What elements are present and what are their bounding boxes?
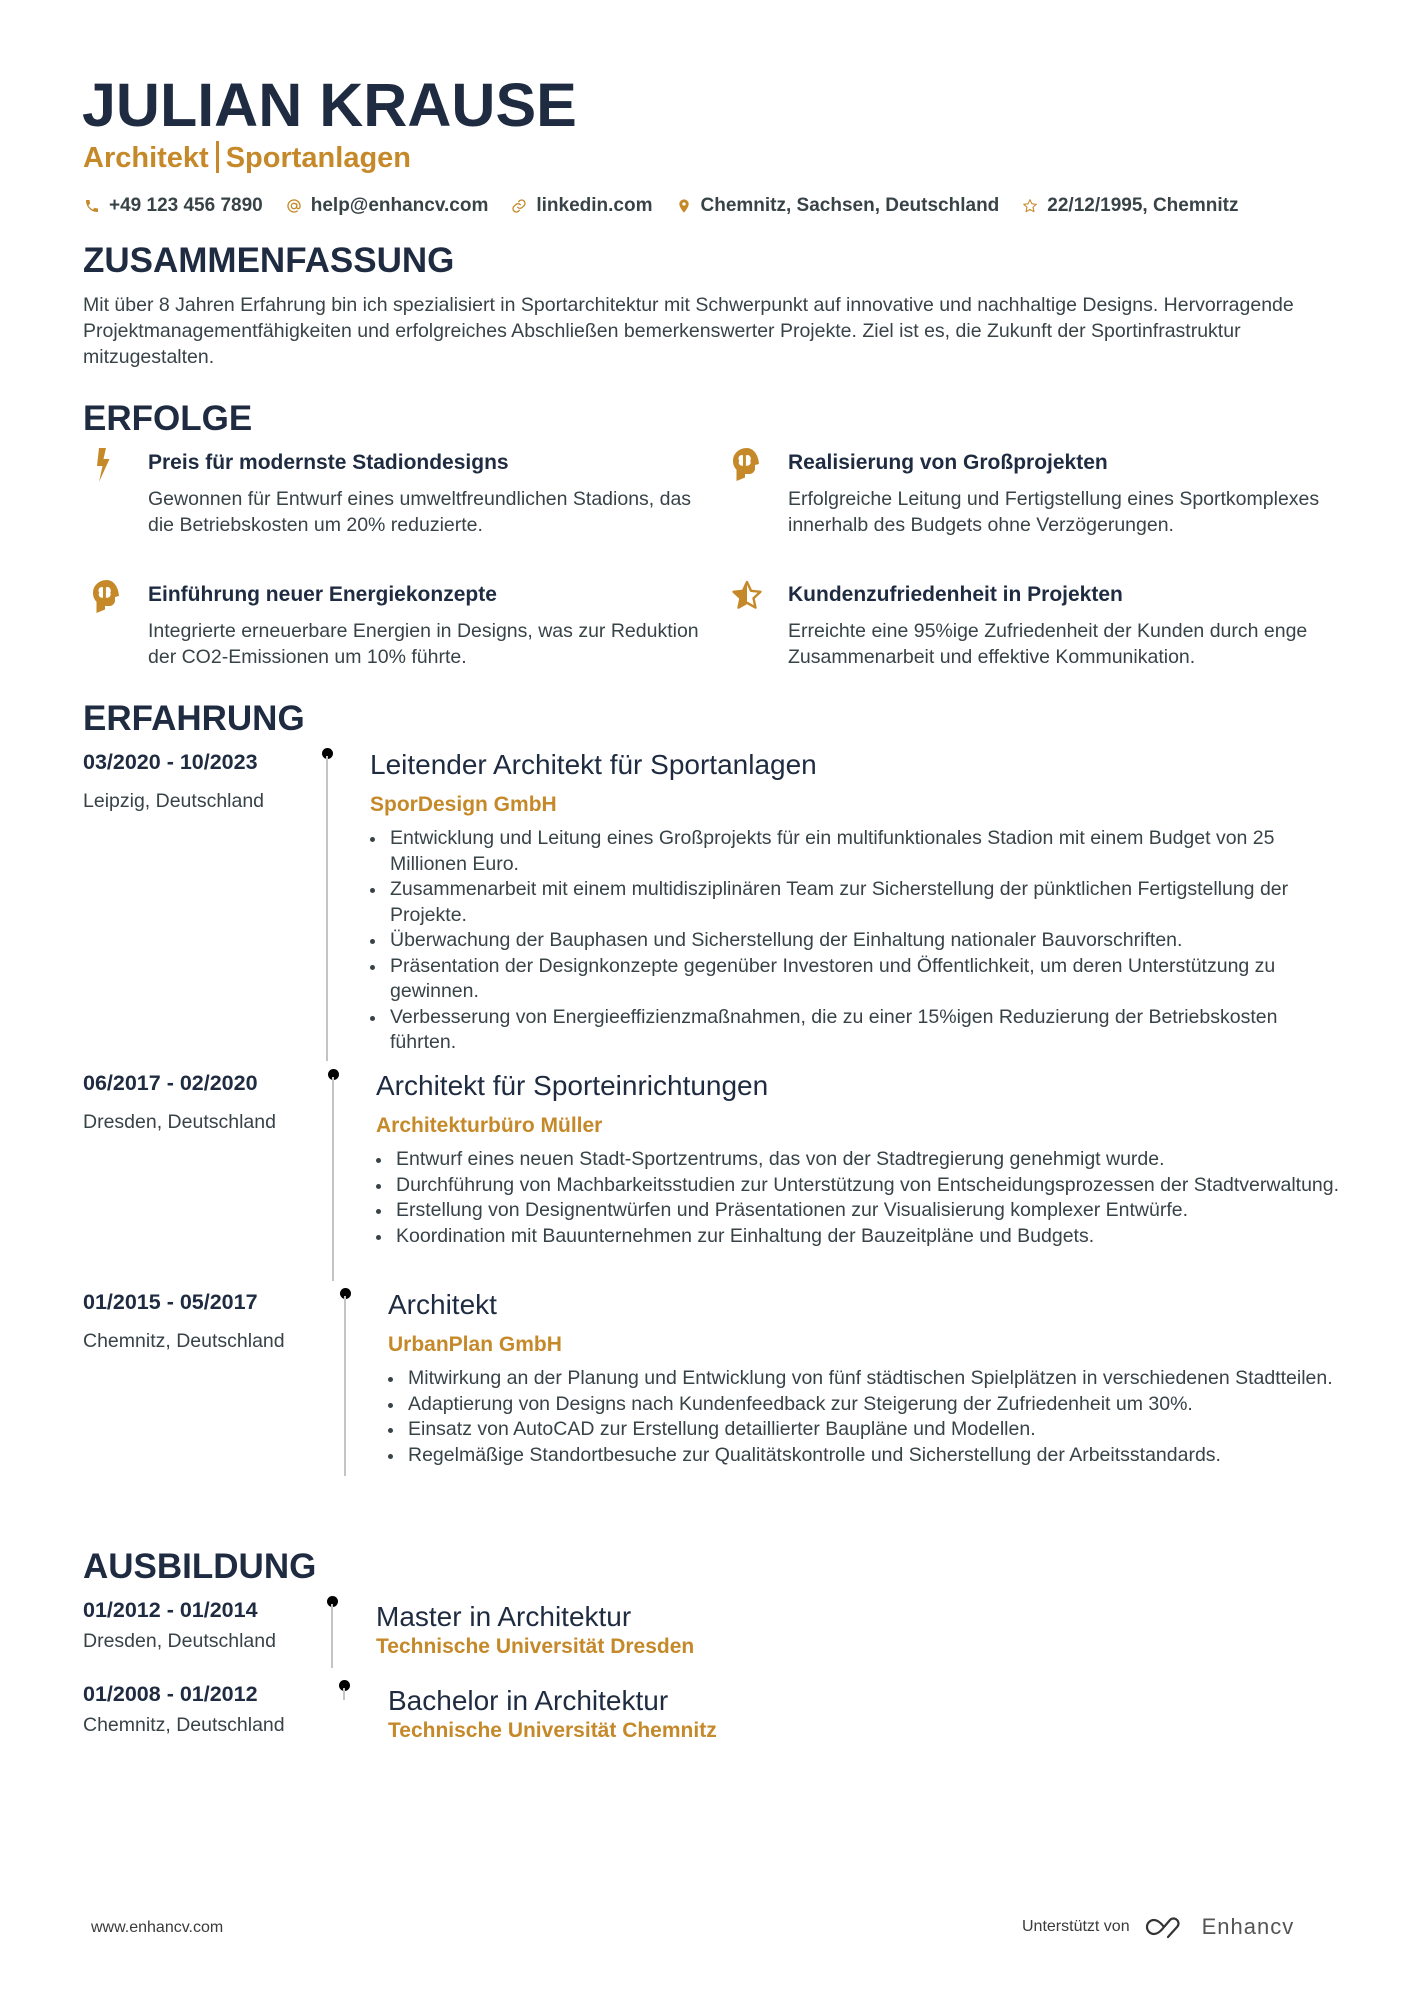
experience-bullet: Entwurf eines neuen Stadt-Sportzentrums, das von der Stadtregierung genehmigt wurde. [368, 1147, 1348, 1173]
experience-location: Chemnitz, Deutschland [83, 1330, 285, 1352]
enhancv-logo-icon [1144, 1915, 1190, 1939]
experience-role: Architekt [388, 1289, 497, 1320]
achievement-title: Preis für modernste Stadiondesigns [148, 451, 509, 474]
timeline-line [326, 756, 328, 1061]
summary-text: Mit über 8 Jahren Erfahrung bin ich spezialisiert in Sportarchitektur mit Schwerpunkt auf innovative und nachhaltige Designs. Hervorragende Projektmanagementfähigkeiten und erfolgreiches Abschließen bemerkenswerter Projekte. Ziel ist es, die Zukunft der Sportinfrastruktur mitzugestalten. [83, 294, 1294, 368]
experience-bullet: Entwicklung und Leitung eines Großprojekts für ein multifunktionales Stadion mit einem Budget von 25 Millionen Euro. [362, 826, 1342, 877]
head-brain-icon [730, 446, 764, 486]
education-location: Chemnitz, Deutschland [83, 1714, 285, 1736]
experience-location: Leipzig, Deutschland [83, 790, 265, 812]
achievement-description: Erfolgreiche Leitung und Fertigstellung eines Sportkomplexes innerhalb des Budgets ohne Verzögerungen. [788, 488, 1320, 536]
summary-heading: ZUSAMMENFASSUNG [83, 241, 455, 280]
experience-bullet: Regelmäßige Standortbesuche zur Qualitätskontrolle und Sicherstellung der Arbeitsstandards. [380, 1443, 1340, 1469]
contact-linkedin-text: linkedin.com [536, 195, 653, 216]
experience-dates: 01/2015 - 05/2017 [83, 1290, 258, 1314]
experience-dates: 03/2020 - 10/2023 [83, 750, 258, 774]
enhancv-brand-name: Enhancv [1201, 1914, 1295, 1939]
experience-bullet: Präsentation der Designkonzepte gegenüber Investoren und Öffentlichkeit, um deren Unterstützung zu gewinnen. [362, 954, 1342, 1005]
experience-bullet: Koordination mit Bauunternehmen zur Einhaltung der Bauzeitpläne und Budgets. [368, 1224, 1348, 1250]
education-school: Technische Universität Dresden [376, 1635, 695, 1658]
experience-role: Architekt für Sporteinrichtungen [376, 1070, 769, 1101]
experience-dates: 06/2017 - 02/2020 [83, 1071, 258, 1095]
achievement-description: Erreichte eine 95%ige Zufriedenheit der Kunden durch enge Zusammenarbeit und effektive Kommunikation. [788, 620, 1308, 668]
education-degree: Master in Architektur [376, 1601, 632, 1632]
experience-bullet: Erstellung von Designentwürfen und Präsentationen zur Visualisierung komplexer Entwürfe. [368, 1198, 1348, 1224]
job-title-field: Sportanlagen [225, 142, 412, 174]
achievement-description: Gewonnen für Entwurf eines umweltfreundlichen Stadions, das die Betriebskosten um 20% reduzierte. [148, 488, 692, 536]
contact-linkedin[interactable] [510, 194, 652, 218]
lightning-bolt-icon [90, 446, 124, 486]
experience-company: UrbanPlan GmbH [388, 1333, 562, 1356]
experience-role: Leitender Architekt für Sportanlagen [370, 749, 817, 780]
achievement-title: Kundenzufriedenheit in Projekten [788, 583, 1123, 606]
head-brain-icon [90, 578, 124, 618]
education-dates: 01/2008 - 01/2012 [83, 1682, 258, 1706]
link-icon [510, 197, 528, 215]
timeline-line [344, 1296, 346, 1476]
experience-bullet: Überwachung der Bauphasen und Sicherstellung der Einhaltung nationaler Bauvorschriften. [362, 928, 1342, 954]
star-outline-icon [1021, 197, 1039, 215]
location-pin-icon [675, 197, 693, 215]
contact-phone-text: +49 123 456 7890 [109, 195, 263, 216]
experience-location: Dresden, Deutschland [83, 1111, 276, 1133]
job-title-role: Architekt [83, 142, 209, 174]
education-school: Technische Universität Chemnitz [388, 1719, 717, 1742]
education-degree: Bachelor in Architektur [388, 1685, 669, 1716]
phone-icon [83, 197, 101, 215]
timeline-line [331, 1604, 333, 1668]
experience-bullets [368, 1147, 1348, 1249]
achievement-title: Einführung neuer Energiekonzepte [148, 583, 497, 606]
at-icon [285, 197, 303, 215]
experience-bullet: Mitwirkung an der Planung und Entwicklung von fünf städtischen Spielplätzen in verschiedenen Stadtteilen. [380, 1366, 1340, 1392]
experience-bullets [380, 1366, 1340, 1468]
experience-bullet: Adaptierung von Designs nach Kundenfeedback zur Steigerung der Zufriedenheit um 30%. [380, 1392, 1340, 1418]
experience-heading: ERFAHRUNG [83, 699, 305, 738]
contact-location-text: Chemnitz, Sachsen, Deutschland [700, 195, 1000, 216]
achievements-heading: ERFOLGE [83, 399, 253, 438]
achievement-title: Realisierung von Großprojekten [788, 451, 1108, 474]
experience-bullet: Zusammenarbeit mit einem multidisziplinären Team zur Sicherstellung der pünktlichen Fertigstellung der Projekte. [362, 877, 1342, 928]
contact-bar [83, 194, 1260, 218]
footer-powered-by[interactable] [1022, 1910, 1294, 1944]
timeline-line [332, 1077, 334, 1281]
half-star-icon [730, 578, 764, 618]
job-title [83, 140, 411, 176]
contact-email[interactable] [285, 194, 489, 218]
experience-company: Architekturbüro Müller [376, 1114, 603, 1137]
powered-by-label: Unterstützt von [1022, 1918, 1130, 1935]
candidate-name: JULIAN KRAUSE [82, 71, 577, 139]
experience-bullets [362, 826, 1342, 1056]
experience-bullet: Einsatz von AutoCAD zur Erstellung detaillierter Baupläne und Modellen. [380, 1417, 1340, 1443]
contact-location [675, 194, 1000, 218]
achievement-description: Integrierte erneuerbare Energien in Designs, was zur Reduktion der CO2-Emissionen um 10% führte. [148, 620, 699, 668]
contact-birth-text: 22/12/1995, Chemnitz [1047, 195, 1239, 216]
education-dates: 01/2012 - 01/2014 [83, 1598, 258, 1622]
contact-email-text: help@enhancv.com [310, 195, 489, 216]
education-heading: AUSBILDUNG [83, 1547, 317, 1586]
title-separator [216, 141, 219, 173]
experience-company: SporDesign GmbH [370, 793, 557, 816]
timeline-line [343, 1688, 345, 1700]
footer-website-link[interactable]: www.enhancv.com [91, 1919, 224, 1936]
contact-phone[interactable] [83, 194, 263, 218]
contact-birth [1021, 194, 1238, 218]
experience-bullet: Verbesserung von Energieeffizienzmaßnahmen, die zu einer 15%igen Reduzierung der Betriebskosten führten. [362, 1005, 1342, 1056]
education-location: Dresden, Deutschland [83, 1630, 276, 1652]
experience-bullet: Durchführung von Machbarkeitsstudien zur Unterstützung von Entscheidungsprozessen der Stadtverwaltung. [368, 1173, 1348, 1199]
